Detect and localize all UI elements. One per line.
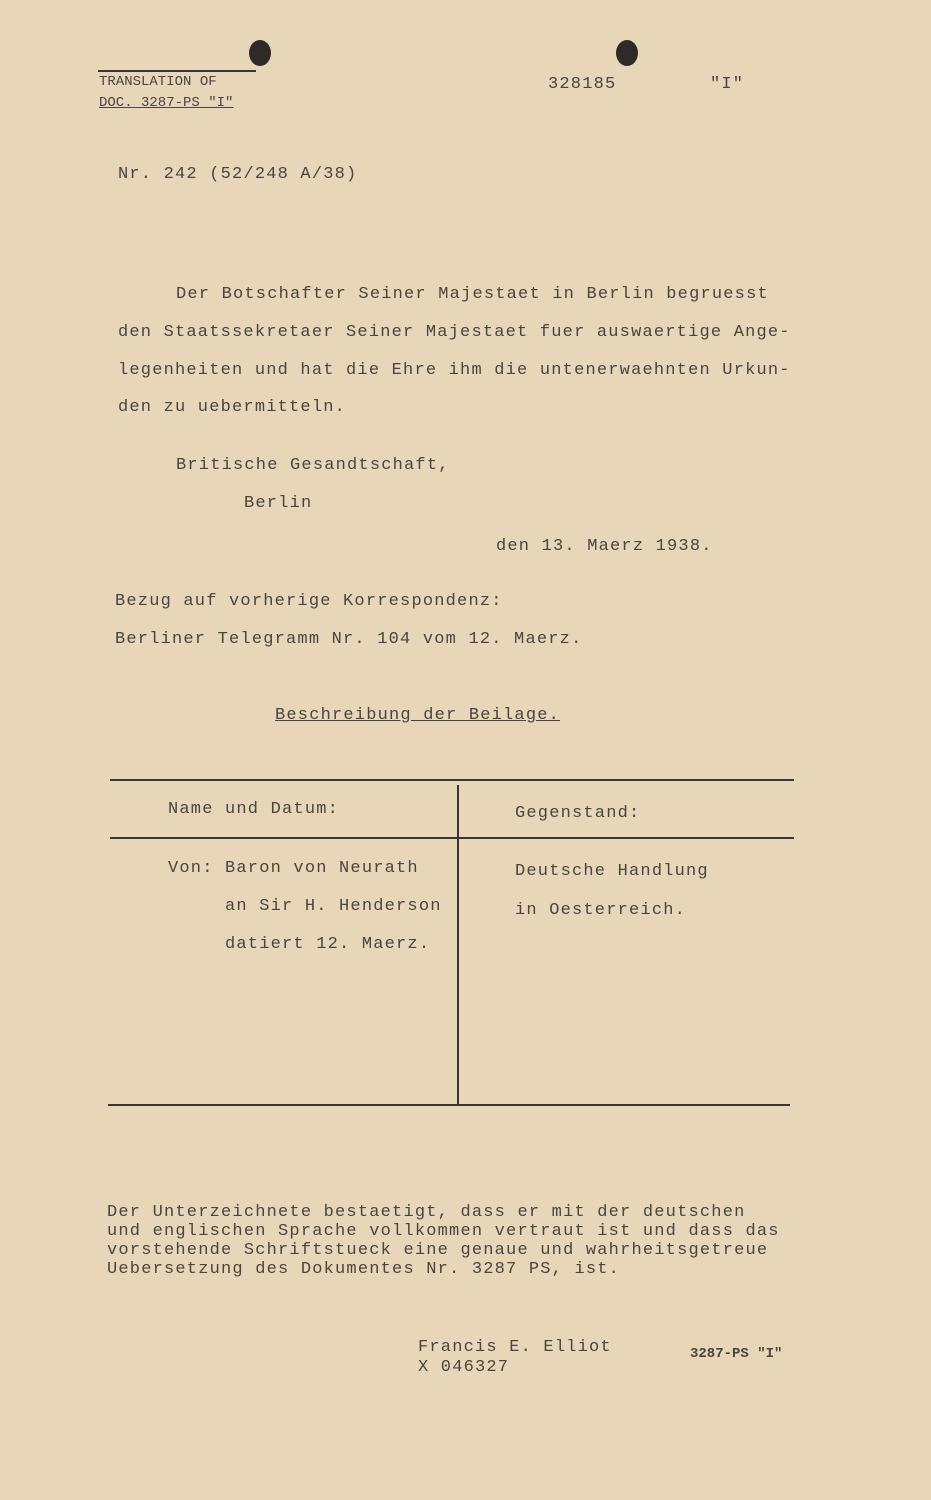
enclosure-heading: Beschreibung der Beilage.: [275, 706, 561, 725]
body-line: den Staatssekretaer Seiner Majestaet fuer auswaertige Ange-: [118, 323, 791, 342]
reference-value: Berliner Telegramm Nr. 104 vom 12. Maerz.: [115, 630, 583, 649]
table-column-divider: [457, 785, 459, 1105]
doc-reference: DOC. 3287-PS "I": [99, 95, 234, 111]
reference-number: Nr. 242 (52/248 A/38): [118, 165, 358, 184]
table-top-rule: [110, 779, 794, 781]
header-rule: [98, 70, 256, 72]
certification-line: Der Unterzeichnete bestaetigt, dass er mit der deutschen: [107, 1203, 746, 1222]
translation-label: TRANSLATION OF: [99, 74, 217, 90]
reference-label: Bezug auf vorherige Korrespondenz:: [115, 592, 503, 611]
serial-number: 328185: [548, 75, 617, 94]
header-mark: "I": [710, 75, 745, 94]
footer-mark: 3287-PS "I": [690, 1346, 783, 1362]
certification-line: Uebersetzung des Dokumentes Nr. 3287 PS, ist.: [107, 1260, 621, 1279]
table-cell: in Oesterreich.: [515, 901, 687, 920]
body-line: den zu uebermitteln.: [118, 398, 347, 417]
table-bottom-rule: [108, 1104, 790, 1106]
punch-hole-right: [616, 40, 638, 66]
body-line: Der Botschafter Seiner Majestaet in Berlin begruesst: [176, 285, 769, 304]
sender-line: Britische Gesandtschaft,: [176, 456, 450, 475]
table-cell: an Sir H. Henderson: [168, 897, 442, 916]
body-line: legenheiten und hat die Ehre ihm die untenerwaehnten Urkun-: [118, 361, 791, 380]
table-cell: Von: Baron von Neurath: [168, 859, 419, 878]
punch-hole-left: [249, 40, 271, 66]
sender-city: Berlin: [244, 494, 313, 513]
table-cell: Deutsche Handlung: [515, 862, 709, 881]
signatory-number: X 046327: [418, 1358, 510, 1377]
table-header-subject: Gegenstand:: [515, 804, 641, 823]
certification-line: vorstehende Schriftstueck eine genaue und wahrheitsgetreue: [107, 1241, 769, 1260]
certification-line: und englischen Sprache vollkommen vertraut ist und dass das: [107, 1222, 780, 1241]
signatory-name: Francis E. Elliot: [418, 1338, 612, 1357]
table-header-name-date: Name und Datum:: [168, 800, 340, 819]
letter-date: den 13. Maerz 1938.: [496, 537, 713, 556]
table-header-rule: [110, 837, 794, 839]
table-cell: datiert 12. Maerz.: [168, 935, 431, 954]
